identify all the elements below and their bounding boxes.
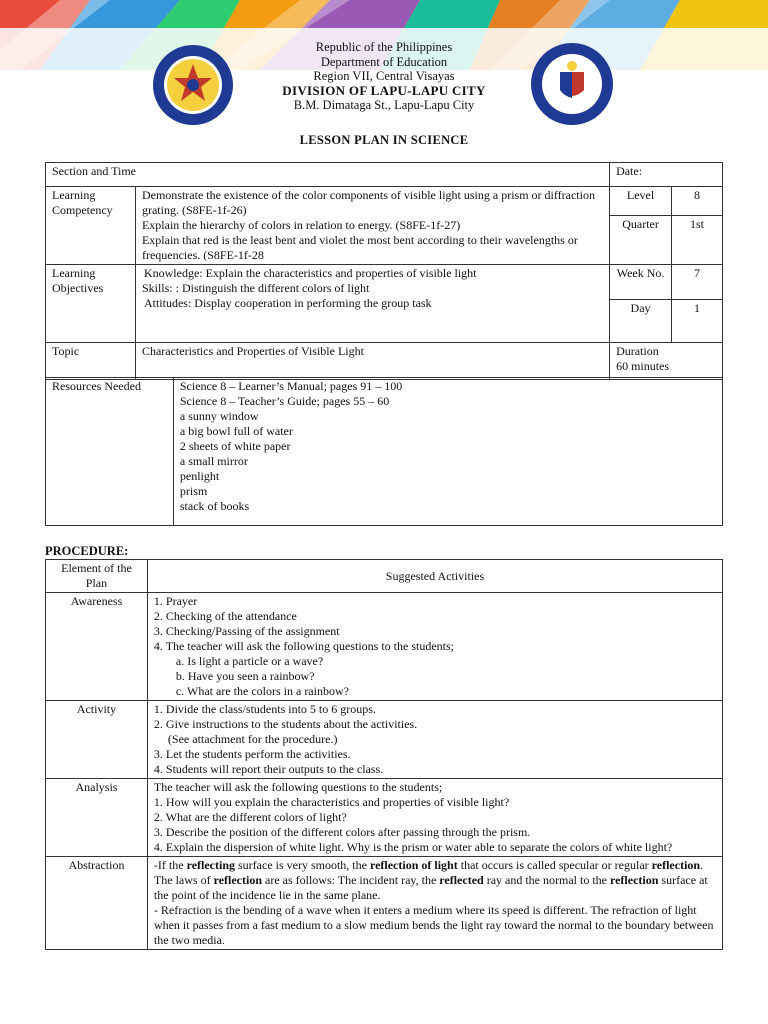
awareness-item: 1. Prayer [153,594,198,608]
abstraction-paragraph-2: - Refraction is the bending of a wave when it enters a medium where its speed is different. The refraction of light when it passes from a fast medium to a slow medium bends the light ray toward the normal to the boundary between the two media. [153,903,714,947]
week-value: 7 [672,265,723,300]
document-title: LESSON PLAN IN SCIENCE [299,133,469,147]
analysis-item: 4. Explain the dispersion of white light. Why is the prism or water able to separate the colors of white light? [153,840,673,854]
analysis-item: 1. How will you explain the characteristics and properties of visible light? [153,795,510,809]
activities-header: Suggested Activities [147,560,722,593]
day-value: 1 [672,300,723,343]
analysis-item: 3. Describe the position of the different colors after passing through the prism. [153,825,531,839]
analysis-item: 2. What are the different colors of light? [153,810,347,824]
objective-line: Attitudes: Display cooperation in performing the group task [143,296,432,310]
procedure-label: PROCEDURE [45,544,125,558]
awareness-item: 2. Checking of the attendance [153,609,297,623]
address-line: B.M. Dimataga St., Lapu-Lapu City [293,98,475,112]
activity-item: 4. Students will report their outputs to the class. [153,762,384,776]
level-value: 8 [672,187,723,216]
analysis-content [147,779,722,857]
resource-item: stack of books [179,499,250,513]
resources-label: Resources Needed [46,378,174,526]
abstraction-label: Abstraction [46,857,148,950]
element-header: Element of the Plan [46,560,148,593]
analysis-item: The teacher will ask the following questions to the students; [153,780,443,794]
region-line: Region VII, Central Visayas [313,69,455,83]
awareness-subitem: a. Is light a particle or a wave? [175,654,324,668]
procedure-table [45,559,723,950]
resource-item: a big bowl full of water [179,424,293,438]
resource-item: Science 8 – Teacher’s Guide; pages 55 – 60 [179,394,390,408]
quarter-value: 1st [672,215,723,264]
procedure-heading: PROCEDURE: [45,544,129,558]
republic-line: Republic of the Philippines [315,40,453,54]
activity-item: 3. Let the students perform the activities. [153,747,351,761]
activity-item: (See attachment for the procedure.) [167,732,338,746]
duration-label: Duration [616,344,659,358]
date-cell: Date: [610,163,723,187]
awareness-subitem: b. Have you seen a rainbow? [175,669,315,683]
topic-label: Topic [46,343,136,380]
division-line: DIVISION OF LAPU-LAPU CITY [282,82,486,98]
awareness-subitem: c. What are the colors in a rainbow? [175,684,349,698]
competency-label: Learning Competency [46,187,136,265]
level-label: Level [610,187,672,216]
day-label: Day [610,300,672,343]
awareness-content [147,593,722,701]
duration-value: 60 minutes [616,359,670,373]
analysis-label: Analysis [46,779,148,857]
resources-list [173,378,722,526]
objective-line: Knowledge: Explain the characteristics and properties of visible light [143,266,477,280]
letterhead [0,40,768,113]
activity-content [147,701,722,779]
competency-line: Explain that red is the least bent and violet the most bent according to their wavelengths or frequencies. (S8FE-1f-28 [141,233,578,262]
competency-line: Demonstrate the existence of the color components of visible light using a prism or diffraction grating. (S8FE-1f-26) [141,188,595,217]
section-time-cell: Section and Time [46,163,610,187]
awareness-item: 4. The teacher will ask the following questions to the students; [153,639,454,653]
competency-line: Explain the hierarchy of colors in relation to energy. (S8FE-1f-27) [141,218,461,232]
competency-text [135,187,609,265]
resource-item: a small mirror [179,454,248,468]
objective-line: Skills: : Distinguish the different colors of light [141,281,370,295]
activity-label: Activity [46,701,148,779]
topic-value: Characteristics and Properties of Visible Light [135,343,609,380]
resource-item: 2 sheets of white paper [179,439,291,453]
lesson-info-table [45,162,723,380]
resource-item: penlight [179,469,220,483]
resource-item: prism [179,484,208,498]
department-line: Department of Education [320,54,448,69]
resource-item: a sunny window [179,409,259,423]
abstraction-content [147,857,722,950]
awareness-label: Awareness [46,593,148,701]
activity-item: 2. Give instructions to the students about the activities. [153,717,418,731]
resources-table [45,377,723,526]
objectives-text [135,265,609,343]
objectives-label: Learning Objectives [46,265,136,343]
quarter-label: Quarter [610,215,672,264]
duration-cell [610,343,723,380]
abstraction-paragraph-1: -If the reflecting surface is very smooth, the reflection of light that occurs is called specular or regular reflection. The laws of reflection are as follows: The incident ray, the reflected ray and the normal to the reflection surface at the point of the incidence lie in the same plane. [153,858,708,902]
activity-item: 1. Divide the class/students into 5 to 6 groups. [153,702,376,716]
awareness-item: 3. Checking/Passing of the assignment [153,624,340,638]
week-label: Week No. [610,265,672,300]
resource-item: Science 8 – Learner’s Manual; pages 91 – 100 [179,379,403,393]
